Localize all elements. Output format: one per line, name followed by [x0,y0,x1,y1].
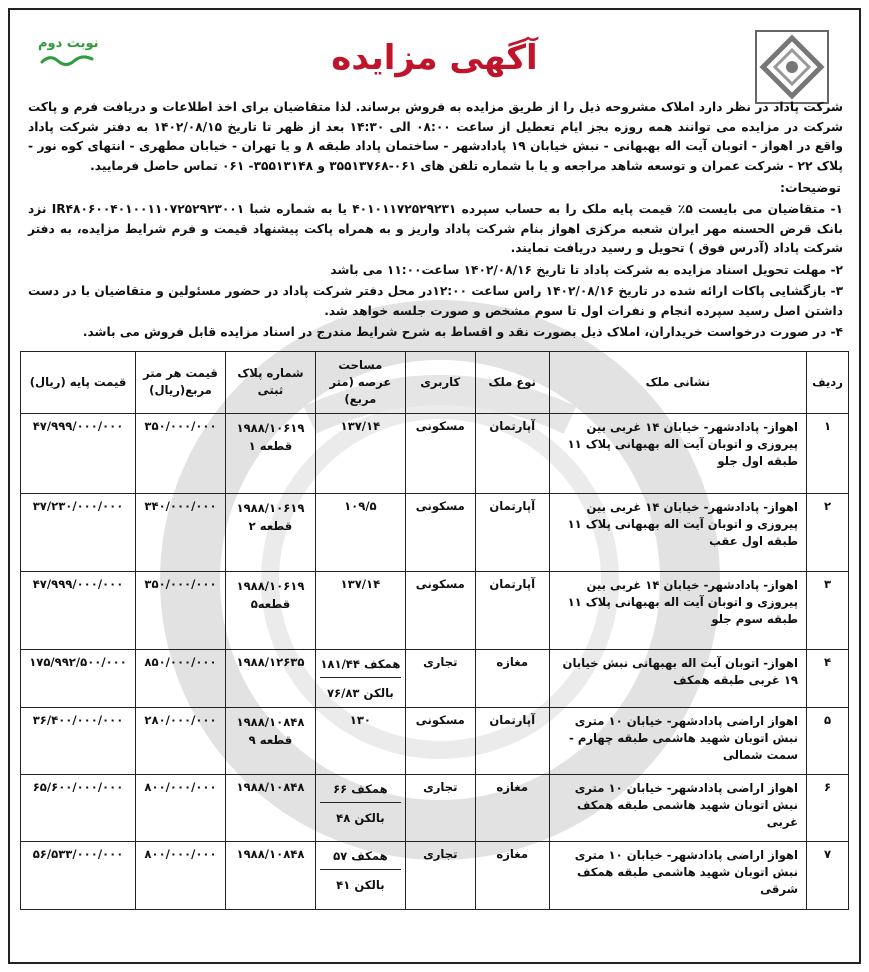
cell-address: اهواز- پادادشهر- خیابان ۱۴ غربی بین پیروزی و اتوبان آیت اله بهبهانی پلاک ۱۱ طبقه سوم جلو [549,571,806,649]
cell-address: اهواز اراضی پادادشهر- خیابان ۱۰ متری نبش اتوبان شهید هاشمی طبقه همکف غربی [549,774,806,841]
intro-paragraph: شرکت پاداد در نظر دارد املاک مشروحه ذیل را از طریق مزایده به فروش برساند. لذا متقاضیان برای اخذ اطلاعات و دریافت فرم و پاکت شرکت در مزایده می توانند همه روزه بجز ایام تعطیل از ساعت ۰۸:۰۰ الی ۱۴:۳۰ بعد از ظهر تا تاریخ ۱۴۰۲/۰۸/۱۵ به دفتر شرکت پاداد واقع در اهواز - اتوبان آیت اله بهبهانی - نبش خیابان ۱۹ پادادشهر - ساختمان پاداد طبقه ۸ و یا تهران - خیابان مطهری - انتهای کوه نور - پلاک ۲۲ - شرکت عمران و توسعه شاهد مراجعه و یا با شماره تلفن های ۰۶۱-۳۵۵۱۳۷۶۸ و ۳۵۵۱۳۱۴۸- ۰۶۱ تماس حاصل فرمایید. [28,100,844,173]
cell-row-no: ۶ [807,774,849,841]
cell-property-type: آپارتمان [475,413,549,493]
cell-base-price: ۳۷/۲۳۰/۰۰۰/۰۰۰ [21,493,136,571]
plaque-number: ۱۹۸۸/۱۰۶۱۹ [236,500,305,515]
col-address: نشانی ملک [549,351,806,413]
plaque-number: ۱۹۸۸/۱۰۶۱۹ [236,578,305,593]
cell-base-price: ۵۶/۵۳۳/۰۰۰/۰۰۰ [21,841,136,909]
turn-label: نوبت دوم [38,36,99,51]
cell-usage: مسکونی [405,493,475,571]
area-ground: همکف ۱۸۱/۴۴ [320,655,401,678]
table-row [21,649,849,707]
cell-address: اهواز- پادادشهر- خیابان ۱۴ غربی بین پیروزی و اتوبان آیت اله بهبهانی پلاک ۱۱ طبقه اول جلو [549,413,806,493]
properties-table [20,351,849,910]
col-usage: کاربری [405,351,475,413]
col-plaque: شماره پلاک ثبتی [225,351,315,413]
cell-row-no: ۲ [807,493,849,571]
table-row [21,493,849,571]
col-base-price: قیمت پایه (ریال) [21,351,136,413]
col-row-no: ردیف [807,351,849,413]
header [10,10,859,92]
col-price-per-m2: قیمت هر متر مربع(ریال) [136,351,226,413]
table-row [21,571,849,649]
cell-base-price: ۱۷۵/۹۹۲/۵۰۰/۰۰۰ [21,649,136,707]
cell-usage: مسکونی [405,413,475,493]
cell-row-no: ۱ [807,413,849,493]
cell-property-type: مغازه [475,649,549,707]
turn-flourish-icon [40,53,96,67]
plaque-part: قطعه۵ [250,596,291,611]
cell-address: اهواز- پادادشهر- خیابان ۱۴ غربی بین پیروزی و اتوبان آیت اله بهبهانی پلاک ۱۱ طبقه اول عقب [549,493,806,571]
cell-area [315,774,405,841]
notes-title: توضیحات: [780,180,841,195]
table-row [21,841,849,909]
table-row [21,707,849,774]
area-value: ۱۰۹/۵ [344,498,377,513]
cell-price-per-m2: ۳۵۰/۰۰۰/۰۰۰ [136,413,226,493]
note-item: ۴- در صورت درخواست خریداران، املاک ذیل بصورت نقد و اقساط به شرح شرایط مندرج در اسناد مزایده قابل فروش می باشد. [82,325,843,339]
plaque-part: قطعه ۱ [248,438,293,453]
note-item: ۲- مهلت تحویل اسناد مزایده به شرکت پاداد تا تاریخ ۱۴۰۲/۰۸/۱۶ ساعت۱۱:۰۰ می باشد [330,262,843,277]
plaque-number: ۱۹۸۸/۱۰۸۴۸ [236,714,305,729]
cell-plaque: ۱۹۸۸/۱۰۸۴۸ [225,841,315,909]
area-balcony: بالکن ۴۱ [336,877,385,892]
cell-usage: تجاری [405,649,475,707]
table-row [21,413,849,493]
turn-badge [38,36,98,67]
cell-area [315,493,405,571]
cell-area [315,649,405,707]
notice-title: آگهی مزایده [331,38,538,78]
cell-address: اهواز اراضی پادادشهر- خیابان ۱۰ متری نبش اتوبان شهید هاشمی طبقه چهارم - سمت شمالی [549,707,806,774]
plaque-number: ۱۹۸۸/۱۰۶۱۹ [236,420,305,435]
cell-price-per-m2: ۸۵۰/۰۰۰/۰۰۰ [136,649,226,707]
cell-price-per-m2: ۸۰۰/۰۰۰/۰۰۰ [136,774,226,841]
cell-property-type: آپارتمان [475,571,549,649]
cell-base-price: ۴۷/۹۹۹/۰۰۰/۰۰۰ [21,571,136,649]
cell-plaque [225,493,315,571]
plaque-part: قطعه ۹ [248,732,293,747]
area-value: ۱۳۰ [349,712,371,727]
table-header-row [21,351,849,413]
cell-plaque [225,413,315,493]
cell-address: اهواز- اتوبان آیت اله بهبهانی نبش خیابان ۱۹ غربی طبقه همکف [549,649,806,707]
area-balcony: بالکن ۴۸ [336,810,385,825]
cell-property-type: آپارتمان [475,707,549,774]
cell-area [315,413,405,493]
area-ground: همکف ۵۷ [320,847,401,870]
cell-row-no: ۳ [807,571,849,649]
cell-price-per-m2: ۳۵۰/۰۰۰/۰۰۰ [136,571,226,649]
cell-row-no: ۷ [807,841,849,909]
cell-price-per-m2: ۳۴۰/۰۰۰/۰۰۰ [136,493,226,571]
area-balcony: بالکن ۷۶/۸۳ [326,685,394,700]
cell-base-price: ۴۷/۹۹۹/۰۰۰/۰۰۰ [21,413,136,493]
area-ground: همکف ۶۶ [320,780,401,803]
cell-plaque [225,571,315,649]
note-item: ۳- بازگشایی پاکات ارائه شده در تاریخ ۱۴۰۲/۰۸/۱۶ راس ساعت ۱۲:۰۰در محل دفتر شرکت پاداد در حضور مسئولین و متقاضیان با در دست داشتن اصل رسید سپرده انجام و نفرات اول تا سوم مشخص و صورت جلسه خواهد شد. [28,284,844,318]
cell-base-price: ۳۶/۴۰۰/۰۰۰/۰۰۰ [21,707,136,774]
cell-usage: مسکونی [405,571,475,649]
table-row [21,774,849,841]
cell-row-no: ۴ [807,649,849,707]
cell-property-type: مغازه [475,774,549,841]
cell-plaque: ۱۹۸۸/۱۰۸۴۸ [225,774,315,841]
cell-base-price: ۶۵/۶۰۰/۰۰۰/۰۰۰ [21,774,136,841]
cell-property-type: مغازه [475,841,549,909]
notes-list [10,200,859,343]
note-item: ۱- متقاضیان می بایست ۵٪ قیمت پایه ملک را به حساب سپرده ۴۰۱۰۱۱۷۲۵۲۹۲۳۱ یا به شماره شبا IR۴۸۰۶۰۰۴۰۱۰۰۱۱۰۷۲۵۲۹۲۳۰۰۱ نزد بانک قرض الحسنه مهر ایران شعبه مرکزی اهواز بنام شرکت پاداد واریز و به همراه پاکت پیشنهاد قیمت و فرم شرایط مزایده، به دفتر شرکت پاداد (آدرس فوق ) تحویل و رسید دریافت نمایند. [28,202,843,255]
cell-area [315,707,405,774]
cell-plaque [225,707,315,774]
cell-price-per-m2: ۲۸۰/۰۰۰/۰۰۰ [136,707,226,774]
properties-table-wrap [20,351,849,910]
cell-usage: تجاری [405,774,475,841]
cell-address: اهواز اراضی پادادشهر- خیابان ۱۰ متری نبش اتوبان شهید هاشمی طبقه همکف شرقی [549,841,806,909]
cell-row-no: ۵ [807,707,849,774]
cell-price-per-m2: ۸۰۰/۰۰۰/۰۰۰ [136,841,226,909]
cell-area [315,841,405,909]
notice-frame [8,8,861,964]
col-property-type: نوع ملک [475,351,549,413]
cell-area [315,571,405,649]
cell-property-type: آپارتمان [475,493,549,571]
col-area: مساحت عرصه (متر مربع) [315,351,405,413]
cell-usage: تجاری [405,841,475,909]
area-value: ۱۳۷/۱۴ [340,576,381,591]
cell-usage: مسکونی [405,707,475,774]
cell-plaque: ۱۹۸۸/۱۲۶۳۵ [225,649,315,707]
area-value: ۱۳۷/۱۴ [340,418,381,433]
plaque-part: قطعه ۲ [248,518,293,533]
